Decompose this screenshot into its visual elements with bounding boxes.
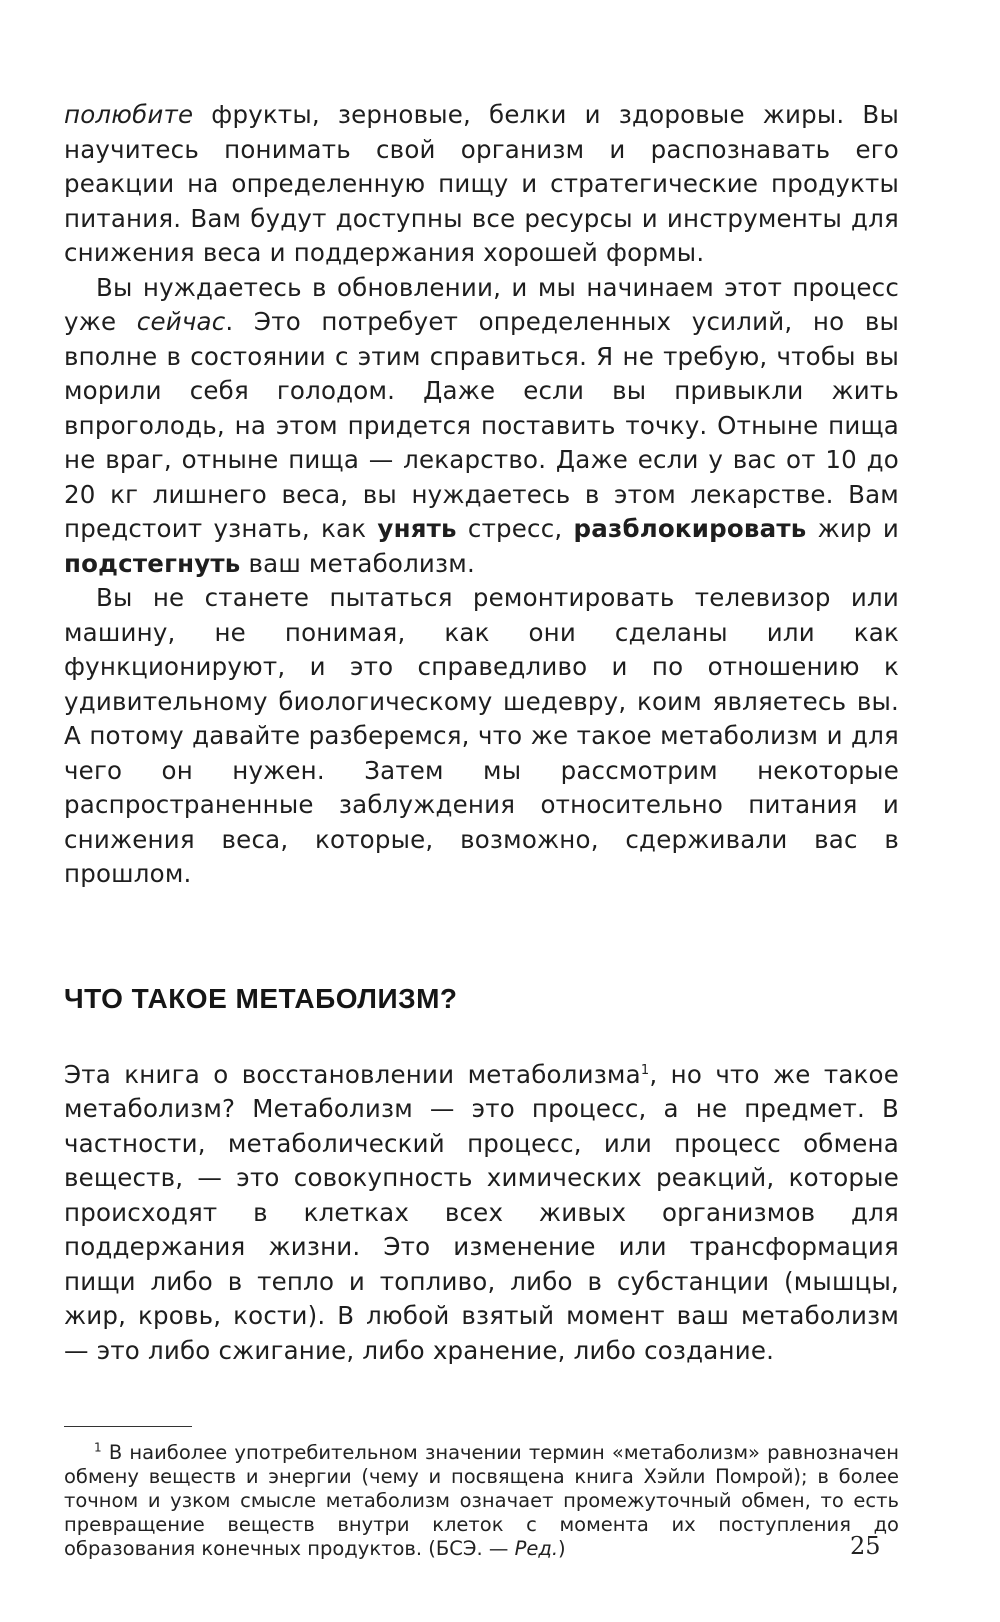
paragraph-2 (64, 271, 899, 582)
paragraph-text: стресс, (456, 514, 574, 543)
footnote-divider (64, 1426, 192, 1427)
paragraph-text: фрукты, зерновые, белки и здоровые жиры. Вы научитесь понимать свой организм и распознавать его реакции на определенную пищу и стратегические продукты питания. Вам будут доступны все ресурсы и инструменты для снижения веса и поддержания хорошей формы. (64, 100, 899, 267)
paragraph-1 (64, 98, 899, 271)
paragraph-text: ваш метаболизм. (240, 548, 475, 578)
footnote (64, 1441, 899, 1561)
page-number: 25 (850, 1532, 881, 1560)
emphasis-text: полюбите (64, 100, 194, 129)
bold-term: подстегнуть (64, 548, 241, 578)
paragraph-text: . Это потребует определенных усилий, но вы вполне в состоянии с этим справиться. Я не требую, чтобы вы морили себя голодом. Даже если вы привыкли жить впроголодь, на этом придется поставить точку. Отныне пища не враг, отныне пища — лекарство. Даже если у вас от 10 до 20 кг лишнего веса, вы нуждаетесь в этом лекарстве. Вам предстоит узнать, как (64, 307, 900, 543)
paragraph-text: жир и (806, 514, 899, 543)
paragraph-4 (64, 1058, 899, 1369)
footnote-marker: 1 (94, 1440, 102, 1455)
paragraph-text: Вы нуждаетесь в обновлении, и мы начинаем этот процесс уже (64, 272, 899, 336)
paragraph-text: Эта книга о восстановлении метаболизма (64, 1059, 641, 1089)
paragraph-3: Вы не станете пытаться ремонтировать телевизор или машину, не понимая, как они сделаны или как функционируют, и это справедливо и по отношению к удивительному биологическому шедевру, коим являетесь вы. А потому давайте разберемся, что же такое метаболизм и для чего он нужен. Затем мы рассмотрим некоторые распространенные заблуждения относительно питания и снижения веса, которые, возможно, сдерживали вас в прошлом. (64, 583, 899, 888)
bold-term: унять (377, 514, 457, 543)
emphasis-text: сейчас (136, 307, 226, 336)
paragraph-text: , но что же такое метаболизм? Метаболизм — это процесс, а не предмет. В частности, метаболический процесс, или процесс обмена веществ, — это совокупность химических реакций, которые происходят в клетках всех живых организмов для поддержания жизни. Это изменение или трансформация пищи либо в тепло и топливо, либо в субстанции (мышцы, жир, кровь, кости). В любой взятый момент ваш метаболизм — это либо сжигание, либо хранение, либо создание. (64, 1059, 899, 1365)
page-content (64, 98, 899, 1561)
bold-term: разблокировать (573, 514, 807, 543)
emphasis-text: Ред. (514, 1537, 559, 1560)
section-heading: ЧТО ТАКОЕ МЕТАБОЛИЗМ? (64, 982, 458, 1014)
footnote-text: ) (558, 1537, 566, 1560)
footnote-text: В наиболее употребительном значении термин «метаболизм» равнозначен обмену веществ и энергии (чему и посвящена книга Хэйли Помрой); в более точном и узком смысле метаболизм означает промежуточный обмен, то есть превращение веществ внутри клеток с момента их поступления до образования конечных продуктов. (БСЭ. — (64, 1441, 899, 1560)
footnote-reference[interactable]: 1 (640, 1062, 650, 1078)
